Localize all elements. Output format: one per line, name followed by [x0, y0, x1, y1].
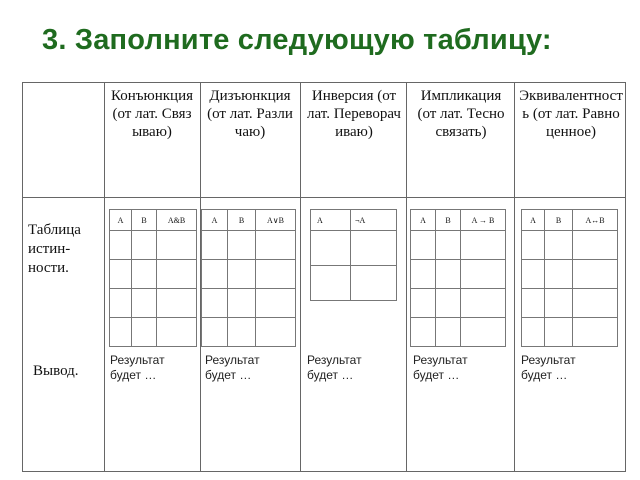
- tt-cell[interactable]: [110, 289, 132, 318]
- tt-cell[interactable]: [545, 318, 573, 347]
- tt-cell[interactable]: [110, 260, 132, 289]
- tt-cell[interactable]: [110, 318, 132, 347]
- table-row: [522, 260, 618, 289]
- table-row: [411, 231, 506, 260]
- row-label-conclusion: Вывод.: [33, 363, 79, 379]
- result-implication: Результат будет …: [413, 353, 468, 382]
- row-label-truth-table: Таблица истин-ности.: [28, 222, 81, 276]
- tt-cell[interactable]: [228, 318, 256, 347]
- table-row: [202, 318, 296, 347]
- tt-cell[interactable]: [132, 318, 157, 347]
- result-equivalence: Результат будет …: [521, 353, 576, 382]
- column-divider: [300, 83, 301, 471]
- table-row: [110, 260, 197, 289]
- tt-cell[interactable]: [411, 289, 436, 318]
- tt-cell[interactable]: [573, 231, 618, 260]
- tt-cell[interactable]: [461, 318, 506, 347]
- tt-cell[interactable]: [436, 289, 461, 318]
- tt-cell[interactable]: [573, 260, 618, 289]
- tt-header-a: A: [202, 210, 228, 231]
- tt-cell[interactable]: [132, 260, 157, 289]
- tt-cell[interactable]: [311, 266, 351, 301]
- table-row: [110, 289, 197, 318]
- table-row: [311, 231, 397, 266]
- tt-header-result: ¬A: [351, 210, 397, 231]
- tt-cell[interactable]: [132, 231, 157, 260]
- tt-cell[interactable]: [132, 289, 157, 318]
- row-divider: [23, 197, 625, 198]
- tt-header-b: B: [132, 210, 157, 231]
- tt-cell[interactable]: [110, 231, 132, 260]
- tt-cell[interactable]: [461, 231, 506, 260]
- tt-cell[interactable]: [436, 231, 461, 260]
- tt-cell[interactable]: [411, 260, 436, 289]
- table-row: [522, 231, 618, 260]
- tt-cell[interactable]: [228, 289, 256, 318]
- header-conjunction: Конъюнкция (от лат. Связываю): [110, 88, 194, 140]
- tt-cell[interactable]: [157, 260, 197, 289]
- header-equivalence: Эквивалентность (от лат. Равноценное): [519, 88, 623, 140]
- table-row: [110, 231, 197, 260]
- tt-header-result: A∨B: [256, 210, 296, 231]
- tt-header-result: A → B: [461, 210, 506, 231]
- assignment-table: [22, 82, 626, 472]
- tt-header-a: A: [411, 210, 436, 231]
- tt-cell[interactable]: [256, 231, 296, 260]
- tt-header-a: A: [311, 210, 351, 231]
- tt-cell[interactable]: [202, 260, 228, 289]
- tt-cell[interactable]: [522, 231, 545, 260]
- result-conjunction: Результат будет …: [110, 353, 165, 382]
- tt-cell[interactable]: [256, 289, 296, 318]
- tt-cell[interactable]: [411, 231, 436, 260]
- truth-table-equivalence: [521, 209, 618, 347]
- table-row: [411, 289, 506, 318]
- tt-cell[interactable]: [202, 289, 228, 318]
- tt-cell[interactable]: [545, 260, 573, 289]
- header-implication: Импликация (от лат. Тесно связать): [417, 88, 505, 140]
- tt-cell[interactable]: [461, 289, 506, 318]
- tt-cell[interactable]: [256, 260, 296, 289]
- tt-cell[interactable]: [157, 318, 197, 347]
- table-row: [110, 318, 197, 347]
- tt-cell[interactable]: [157, 289, 197, 318]
- truth-table-implication: [410, 209, 506, 347]
- tt-cell[interactable]: [228, 260, 256, 289]
- slide-title: 3. Заполните следующую таблицу:: [42, 24, 552, 56]
- column-divider: [514, 83, 515, 471]
- tt-cell[interactable]: [351, 266, 397, 301]
- column-divider: [406, 83, 407, 471]
- tt-cell[interactable]: [545, 231, 573, 260]
- tt-cell[interactable]: [436, 318, 461, 347]
- tt-cell[interactable]: [436, 260, 461, 289]
- tt-cell[interactable]: [522, 318, 545, 347]
- column-divider: [104, 83, 105, 471]
- tt-cell[interactable]: [522, 260, 545, 289]
- tt-cell[interactable]: [522, 289, 545, 318]
- tt-cell[interactable]: [411, 318, 436, 347]
- tt-header-a: A: [522, 210, 545, 231]
- tt-cell[interactable]: [461, 260, 506, 289]
- tt-cell[interactable]: [311, 231, 351, 266]
- truth-table-disjunction: [201, 209, 296, 347]
- table-row: [202, 260, 296, 289]
- table-row: [202, 231, 296, 260]
- result-disjunction: Результат будет …: [205, 353, 260, 382]
- table-row: [522, 289, 618, 318]
- tt-cell[interactable]: [545, 289, 573, 318]
- tt-header-result: A&B: [157, 210, 197, 231]
- header-disjunction: Дизъюнкция (от лат. Различаю): [207, 88, 293, 140]
- tt-header-b: B: [545, 210, 573, 231]
- tt-cell[interactable]: [351, 231, 397, 266]
- tt-cell[interactable]: [573, 289, 618, 318]
- table-row: [411, 260, 506, 289]
- tt-header-b: B: [228, 210, 256, 231]
- tt-header-result: A↔B: [573, 210, 618, 231]
- truth-table-conjunction: [109, 209, 197, 347]
- tt-cell[interactable]: [256, 318, 296, 347]
- table-row: [311, 266, 397, 301]
- tt-header-a: A: [110, 210, 132, 231]
- tt-cell[interactable]: [202, 318, 228, 347]
- tt-cell[interactable]: [573, 318, 618, 347]
- table-row: [202, 289, 296, 318]
- table-row: [411, 318, 506, 347]
- result-inversion: Результат будет …: [307, 353, 362, 382]
- table-row: [522, 318, 618, 347]
- tt-cell[interactable]: [228, 231, 256, 260]
- truth-table-inversion: [310, 209, 397, 301]
- header-inversion: Инверсия (от лат. Переворачиваю): [307, 88, 401, 140]
- tt-cell[interactable]: [202, 231, 228, 260]
- tt-header-b: B: [436, 210, 461, 231]
- tt-cell[interactable]: [157, 231, 197, 260]
